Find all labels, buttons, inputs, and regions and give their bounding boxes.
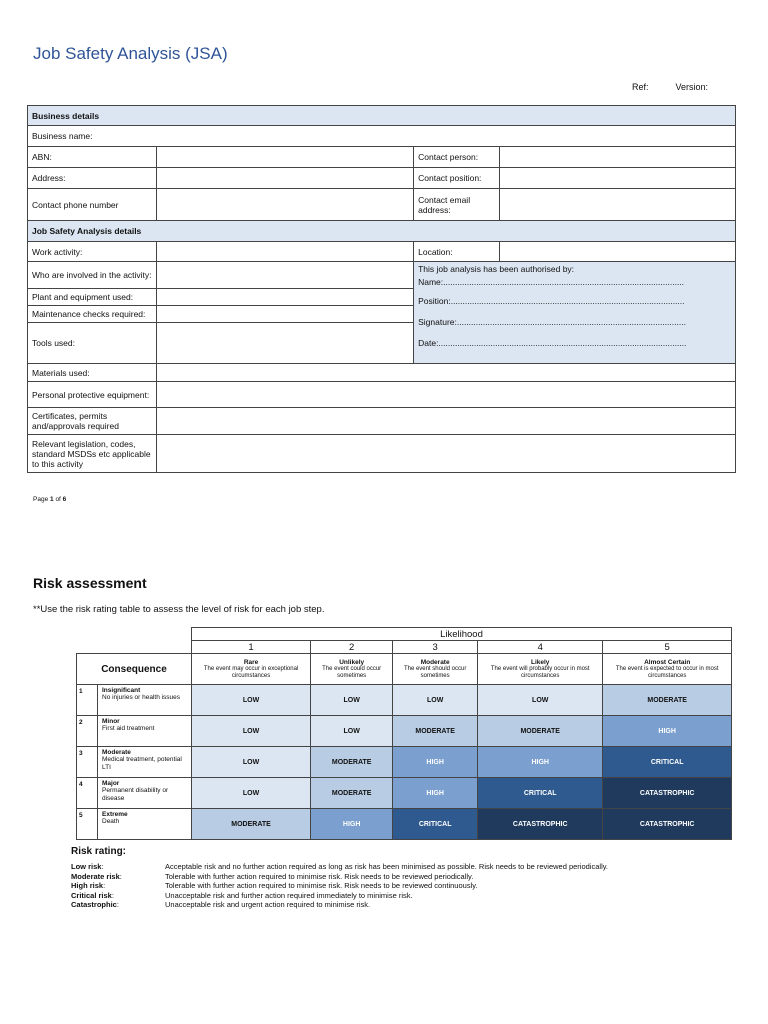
page-word: Page: [33, 496, 49, 503]
risk-cell: LOW: [393, 685, 478, 716]
consequence-level: Major: [102, 780, 120, 787]
location-field[interactable]: [500, 242, 736, 262]
tools-field[interactable]: [156, 323, 413, 364]
consequence-level: Moderate: [102, 749, 131, 756]
risk-cell: CATASTROPHIC: [478, 809, 603, 840]
likelihood-number: 4: [478, 641, 603, 654]
likelihood-level: [192, 654, 311, 685]
rating-desc: Unacceptable risk and further action required immediately to minimise risk.: [165, 890, 413, 900]
rating-desc: Tolerable with further action required to minimise risk. Risk needs to be reviewed continuously.: [165, 881, 478, 890]
rating-desc: Unacceptable risk and urgent action required to minimise risk.: [165, 900, 371, 909]
likelihood-level-name: Moderate: [420, 658, 450, 666]
consequence-desc: Medical treatment, potential LTI: [102, 756, 182, 771]
likelihood-level-desc: The event should occur sometimes: [403, 665, 467, 679]
legislation-label: Relevant legislation, codes, standard MSDSs etc applicable to this activity: [28, 435, 157, 473]
plant-field[interactable]: [156, 289, 413, 306]
rating-row: [71, 862, 608, 872]
consequence-number: 5: [77, 809, 98, 840]
risk-cell: CATASTROPHIC: [603, 778, 732, 809]
business-details-header: Business details: [28, 106, 736, 126]
likelihood-level: [311, 654, 393, 685]
consequence-number: 2: [77, 716, 98, 747]
likelihood-level-desc: The event could occur sometimes: [322, 665, 382, 679]
consequence-row: [77, 685, 732, 716]
involved-label: Who are involved in the activity:: [28, 262, 157, 289]
authorised-by-text: This job analysis has been authorised by:: [418, 264, 575, 274]
tools-label: Tools used:: [28, 323, 157, 364]
likelihood-level-desc: The event is expected to occur in most circumstances: [615, 665, 719, 679]
auth-signature-line[interactable]: Signature:.................................................................................................: [418, 317, 686, 327]
risk-cell: LOW: [192, 747, 311, 778]
likelihood-level: [478, 654, 603, 685]
rating-row: [71, 881, 608, 891]
consequence-row: [77, 809, 732, 840]
rating-term-cell: Critical risk:: [71, 890, 114, 900]
phone-label: Contact phone number: [28, 189, 157, 221]
consequence-header: Consequence: [77, 654, 192, 685]
likelihood-number: 2: [311, 641, 393, 654]
email-label: Contact email address:: [414, 189, 500, 221]
abn-field[interactable]: [156, 147, 413, 168]
ref-version-line: [632, 82, 735, 92]
risk-cell: HIGH: [393, 747, 478, 778]
risk-cell: LOW: [192, 716, 311, 747]
rating-term: High risk: [71, 881, 104, 890]
consequence-level: Minor: [102, 718, 120, 725]
likelihood-level: [603, 654, 732, 685]
rating-term-cell: Catastrophic:: [71, 900, 119, 909]
risk-cell: MODERATE: [192, 809, 311, 840]
likelihood-level: [393, 654, 478, 685]
page-total: 6: [62, 496, 67, 503]
consequence-label: [98, 747, 192, 778]
risk-cell: CRITICAL: [603, 747, 732, 778]
consequence-number: 3: [77, 747, 98, 778]
risk-note: **Use the risk rating table to assess the level of risk for each job step.: [33, 604, 325, 615]
likelihood-level-name: Rare: [243, 658, 259, 666]
business-name-field[interactable]: Business name:: [28, 126, 736, 147]
auth-date-line[interactable]: Date:.........................................................................................................: [418, 338, 687, 348]
likelihood-number: 3: [393, 641, 478, 654]
risk-cell: LOW: [311, 716, 393, 747]
likelihood-number: 1: [192, 641, 311, 654]
likelihood-level-name: Likely: [531, 658, 550, 666]
likelihood-level-desc: The event will probably occur in most circumstances: [490, 665, 590, 679]
rating-term-cell: Low risk:: [71, 862, 104, 871]
likelihood-level-desc: The event may occur in exceptional circumstances: [203, 665, 299, 679]
rating-term-cell: High risk:: [71, 881, 106, 890]
risk-cell: CRITICAL: [393, 809, 478, 840]
risk-cell: CRITICAL: [478, 778, 603, 809]
materials-label: Materials used:: [28, 364, 157, 382]
rating-term: Critical risk: [71, 890, 112, 900]
of-word: of: [55, 496, 61, 503]
rating-term-cell: Moderate risk:: [71, 871, 122, 881]
plant-label: Plant and equipment used:: [28, 289, 157, 306]
abn-label: ABN:: [28, 147, 157, 168]
likelihood-level-name: Almost Certain: [644, 658, 691, 666]
consequence-desc: Death: [102, 818, 120, 825]
rating-term: Catastrophic: [71, 900, 117, 909]
consequence-desc: Permanent disability or disease: [102, 787, 169, 802]
risk-assessment-title: Risk assessment: [33, 575, 147, 591]
ppe-label: Personal protective equipment:: [28, 382, 157, 408]
rating-desc: Tolerable with further action required to minimise risk. Risk needs to be reviewed periodically.: [165, 871, 474, 881]
location-label: Location:: [414, 242, 500, 262]
risk-cell: MODERATE: [311, 778, 393, 809]
consequence-desc: First aid treatment: [102, 725, 155, 732]
auth-position-line[interactable]: Position:...................................................................................................: [418, 296, 685, 306]
consequence-row: [77, 778, 732, 809]
likelihood-level-name: Unlikely: [339, 658, 365, 666]
address-label: Address:: [28, 168, 157, 189]
rating-desc: Acceptable risk and no further action required as long as risk has been minimised as possible. Risk needs to be reviewed periodically.: [165, 862, 609, 871]
materials-field[interactable]: [156, 364, 735, 382]
auth-name-line[interactable]: Name:......................................................................................................: [418, 277, 685, 287]
contact-position-field[interactable]: [500, 168, 736, 189]
likelihood-header: Likelihood: [192, 628, 732, 641]
work-activity-label: Work activity:: [28, 242, 157, 262]
document-title: Job Safety Analysis (JSA): [33, 44, 228, 63]
risk-cell: HIGH: [478, 747, 603, 778]
risk-cell: LOW: [192, 778, 311, 809]
certificates-label: Certificates, permits and/approvals required: [28, 408, 157, 435]
risk-cell: HIGH: [393, 778, 478, 809]
address-field[interactable]: [156, 168, 413, 189]
risk-rating-title: Risk rating:: [71, 846, 127, 857]
jsa-details-header: Job Safety Analysis details: [28, 221, 736, 242]
maintenance-field[interactable]: [156, 306, 413, 323]
rating-row: [71, 891, 608, 901]
business-details-table: [27, 105, 736, 473]
version-label: Version:: [675, 82, 709, 92]
consequence-level: Insignificant: [102, 687, 141, 694]
consequence-label: [98, 778, 192, 809]
rating-term: Moderate risk: [71, 871, 120, 881]
maintenance-label: Maintenance checks required:: [28, 306, 157, 323]
consequence-desc: No injuries or health issues: [102, 694, 181, 701]
contact-person-field[interactable]: [500, 147, 736, 168]
risk-cell: MODERATE: [603, 685, 732, 716]
email-field[interactable]: [500, 189, 736, 221]
risk-cell: CATASTROPHIC: [603, 809, 732, 840]
rating-row: [71, 900, 608, 910]
consequence-label: [98, 685, 192, 716]
consequence-label: [98, 809, 192, 840]
page-footer: [33, 496, 66, 503]
contact-person-label: Contact person:: [414, 147, 500, 168]
rating-term: Low risk: [71, 862, 102, 871]
ref-label: Ref:: [632, 82, 649, 92]
contact-position-label: Contact position:: [414, 168, 500, 189]
consequence-number: 1: [77, 685, 98, 716]
risk-cell: MODERATE: [393, 716, 478, 747]
consequence-row: [77, 747, 732, 778]
risk-matrix: [76, 627, 732, 840]
consequence-number: 4: [77, 778, 98, 809]
ppe-field[interactable]: [156, 382, 735, 408]
certificates-field[interactable]: [156, 408, 735, 435]
risk-cell: LOW: [192, 685, 311, 716]
risk-cell: HIGH: [311, 809, 393, 840]
rating-row: [71, 872, 608, 882]
risk-cell: MODERATE: [311, 747, 393, 778]
consequence-row: [77, 716, 732, 747]
consequence-label: [98, 716, 192, 747]
page-number: 1: [50, 496, 54, 503]
risk-cell: MODERATE: [478, 716, 603, 747]
work-activity-field[interactable]: [156, 242, 413, 262]
risk-cell: HIGH: [603, 716, 732, 747]
risk-rating-list: [71, 862, 608, 910]
risk-cell: LOW: [311, 685, 393, 716]
involved-field[interactable]: [156, 262, 413, 289]
likelihood-number: 5: [603, 641, 732, 654]
risk-cell: LOW: [478, 685, 603, 716]
consequence-level: Extreme: [102, 811, 128, 818]
phone-field[interactable]: [156, 189, 413, 221]
authorisation-box: [414, 262, 736, 364]
legislation-field[interactable]: [156, 435, 735, 473]
